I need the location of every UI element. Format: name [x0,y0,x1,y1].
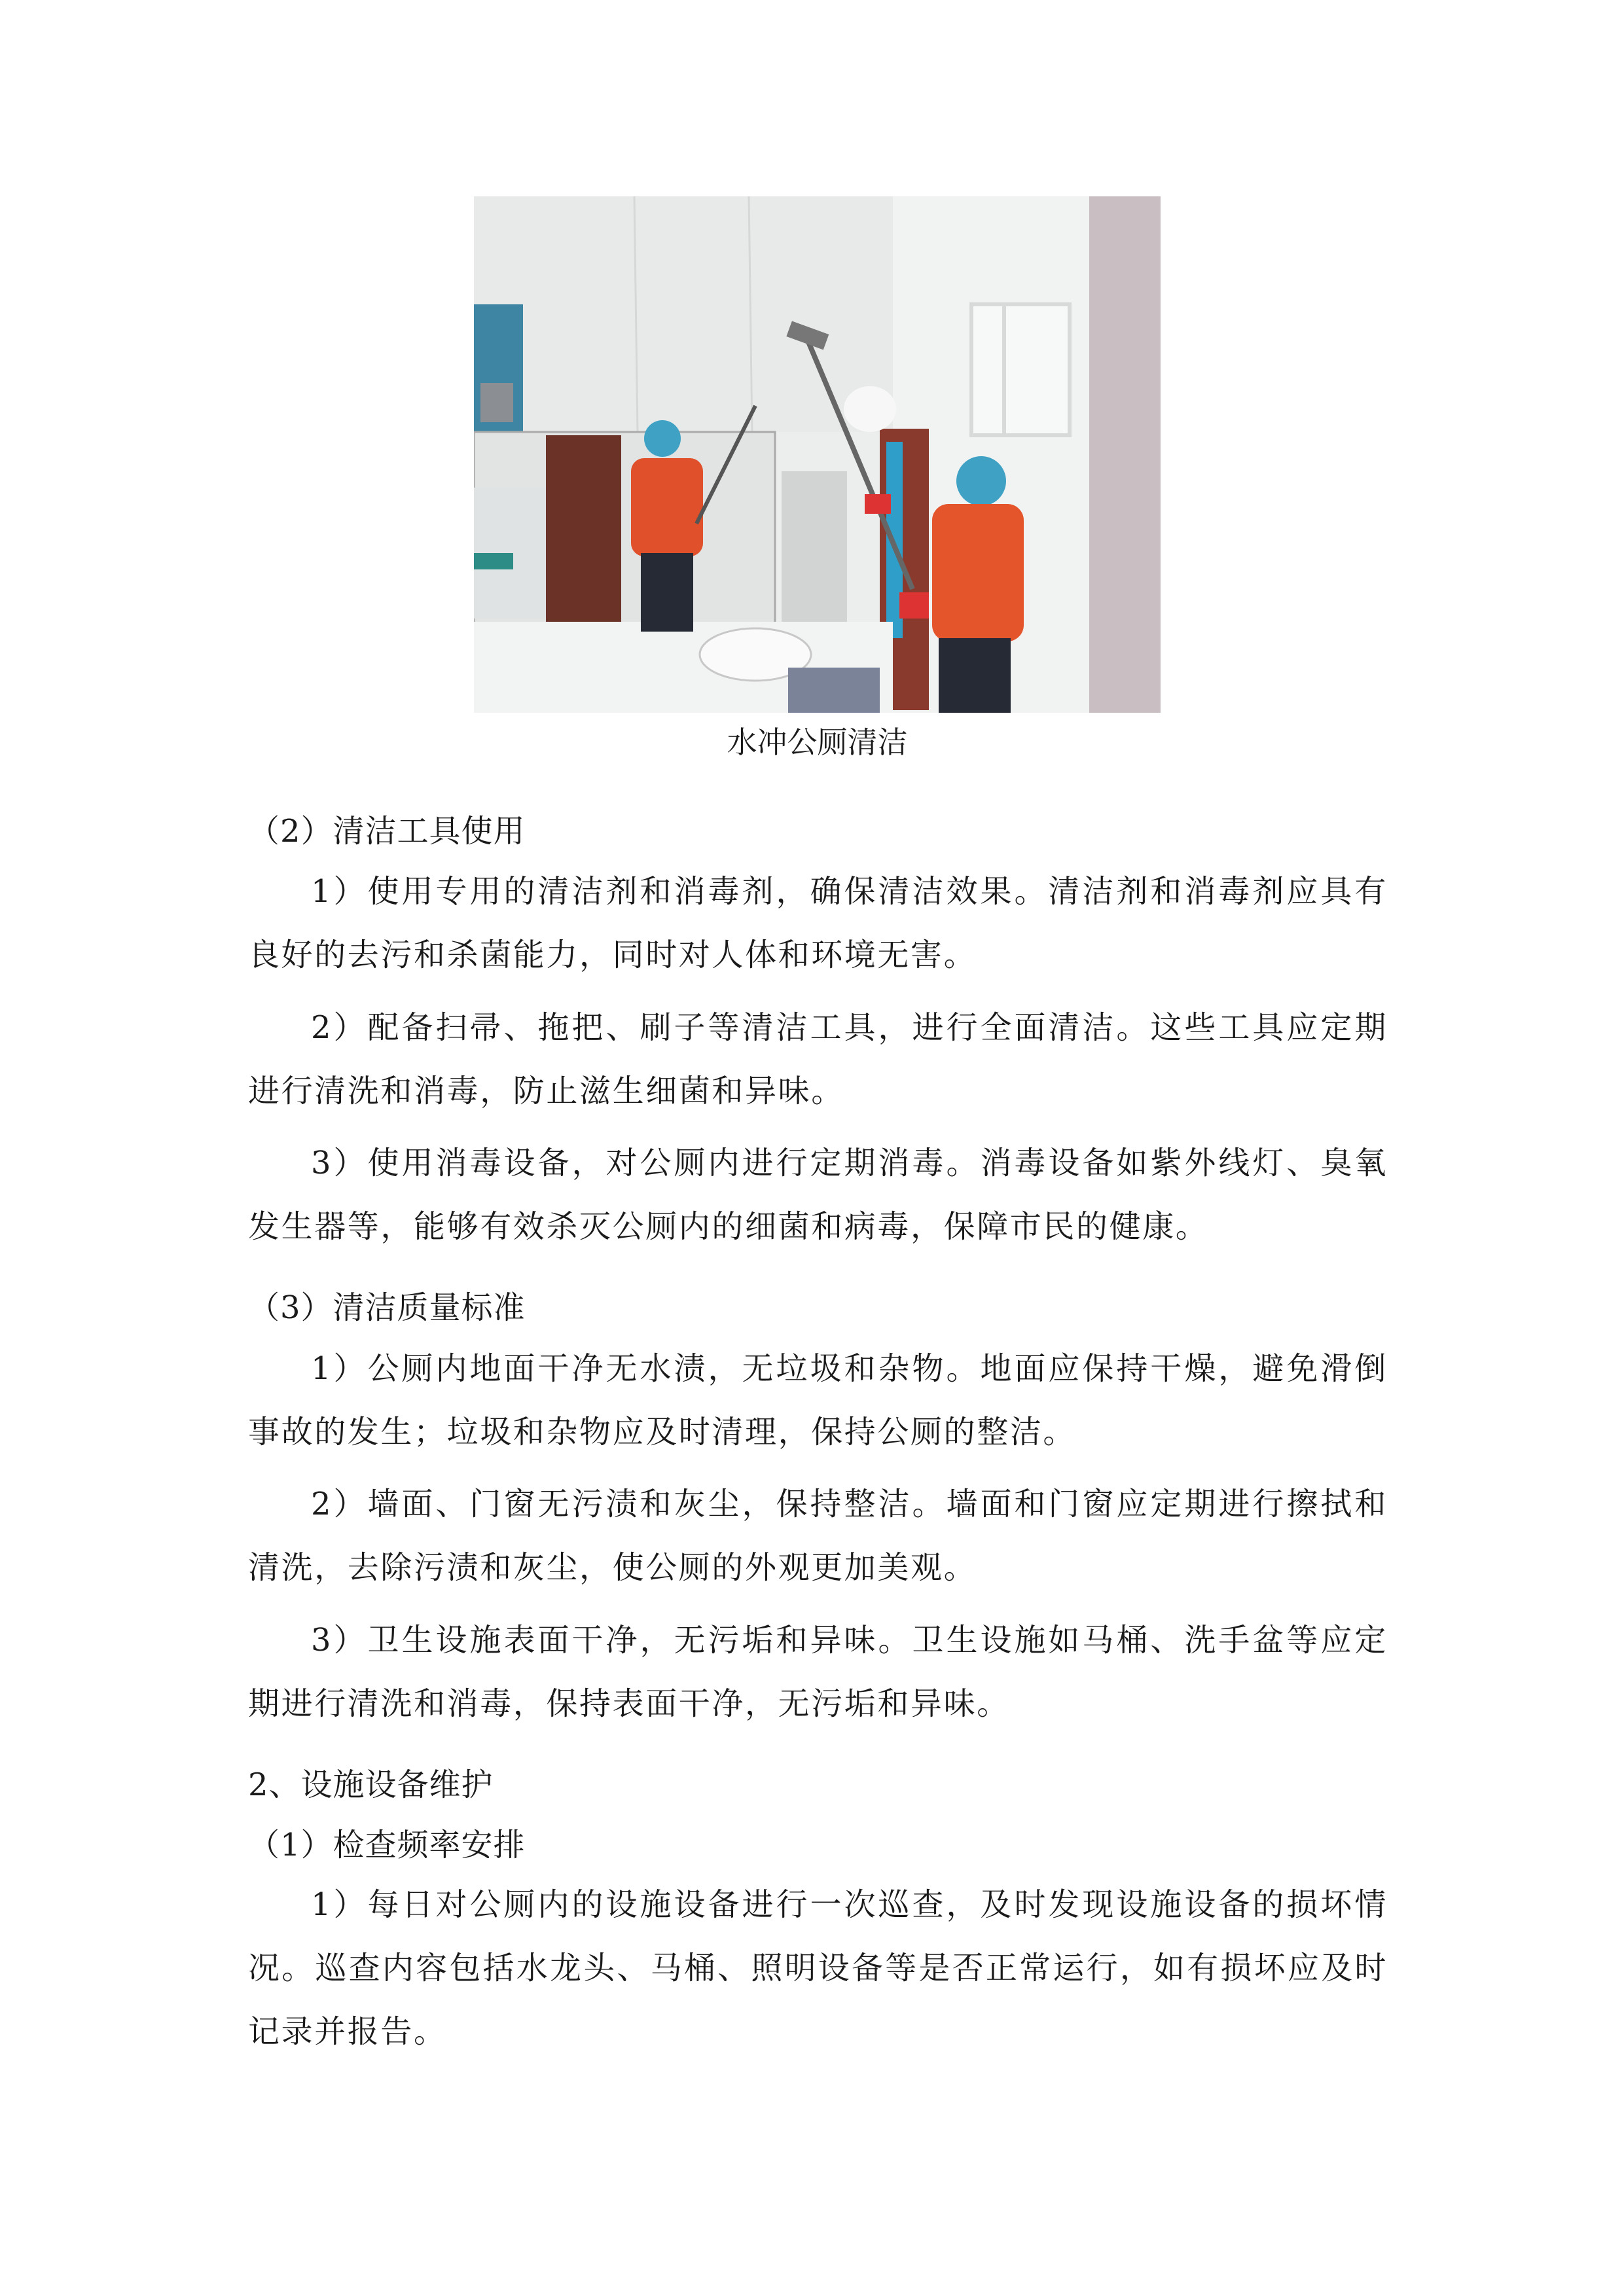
paragraph: 1）每日对公厕内的设施设备进行一次巡查，及时发现设施设备的损坏情况。巡查内容包括水龙头、马桶、照明设备等是否正常运行，如有损坏应及时记录并报告。 [248,1886,1388,2050]
section-heading-maintenance: 2、设施设备维护 [248,1767,494,1803]
paragraph: 3）卫生设施表面干净，无污垢和异味。卫生设施如马桶、洗手盆等应定期进行清洗和消毒，保持表面干净，无污垢和异味。 [248,1622,1388,1722]
paragraph: 3）使用消毒设备，对公厕内进行定期消毒。消毒设备如紫外线灯、臭氧发生器等，能够有效杀灭公厕内的细菌和病毒，保障市民的健康。 [248,1145,1388,1245]
paragraph: 1）使用专用的清洁剂和消毒剂，确保清洁效果。清洁剂和消毒剂应具有良好的去污和杀菌能力，同时对人体和环境无害。 [248,873,1388,973]
section-heading-cleaning-tools: （2）清洁工具使用 [248,813,526,850]
toilet-cleaning-photo [474,196,1161,713]
paragraph: 2）墙面、门窗无污渍和灰尘，保持整洁。墙面和门窗应定期进行擦拭和清洗，去除污渍和灰尘，使公厕的外观更加美观。 [248,1486,1388,1586]
paragraph: 1）公厕内地面干净无水渍，无垃圾和杂物。地面应保持干燥，避免滑倒事故的发生；垃圾和杂物应及时清理，保持公厕的整洁。 [248,1350,1388,1450]
section-heading-quality-standard: （3）清洁质量标准 [248,1289,526,1326]
subsection-heading-inspection-frequency: （1）检查频率安排 [248,1827,526,1863]
paragraph: 2）配备扫帚、拖把、刷子等清洁工具，进行全面清洁。这些工具应定期进行清洗和消毒，防止滋生细菌和异味。 [248,1009,1388,1109]
figure-caption: 水冲公厕清洁 [727,725,908,760]
